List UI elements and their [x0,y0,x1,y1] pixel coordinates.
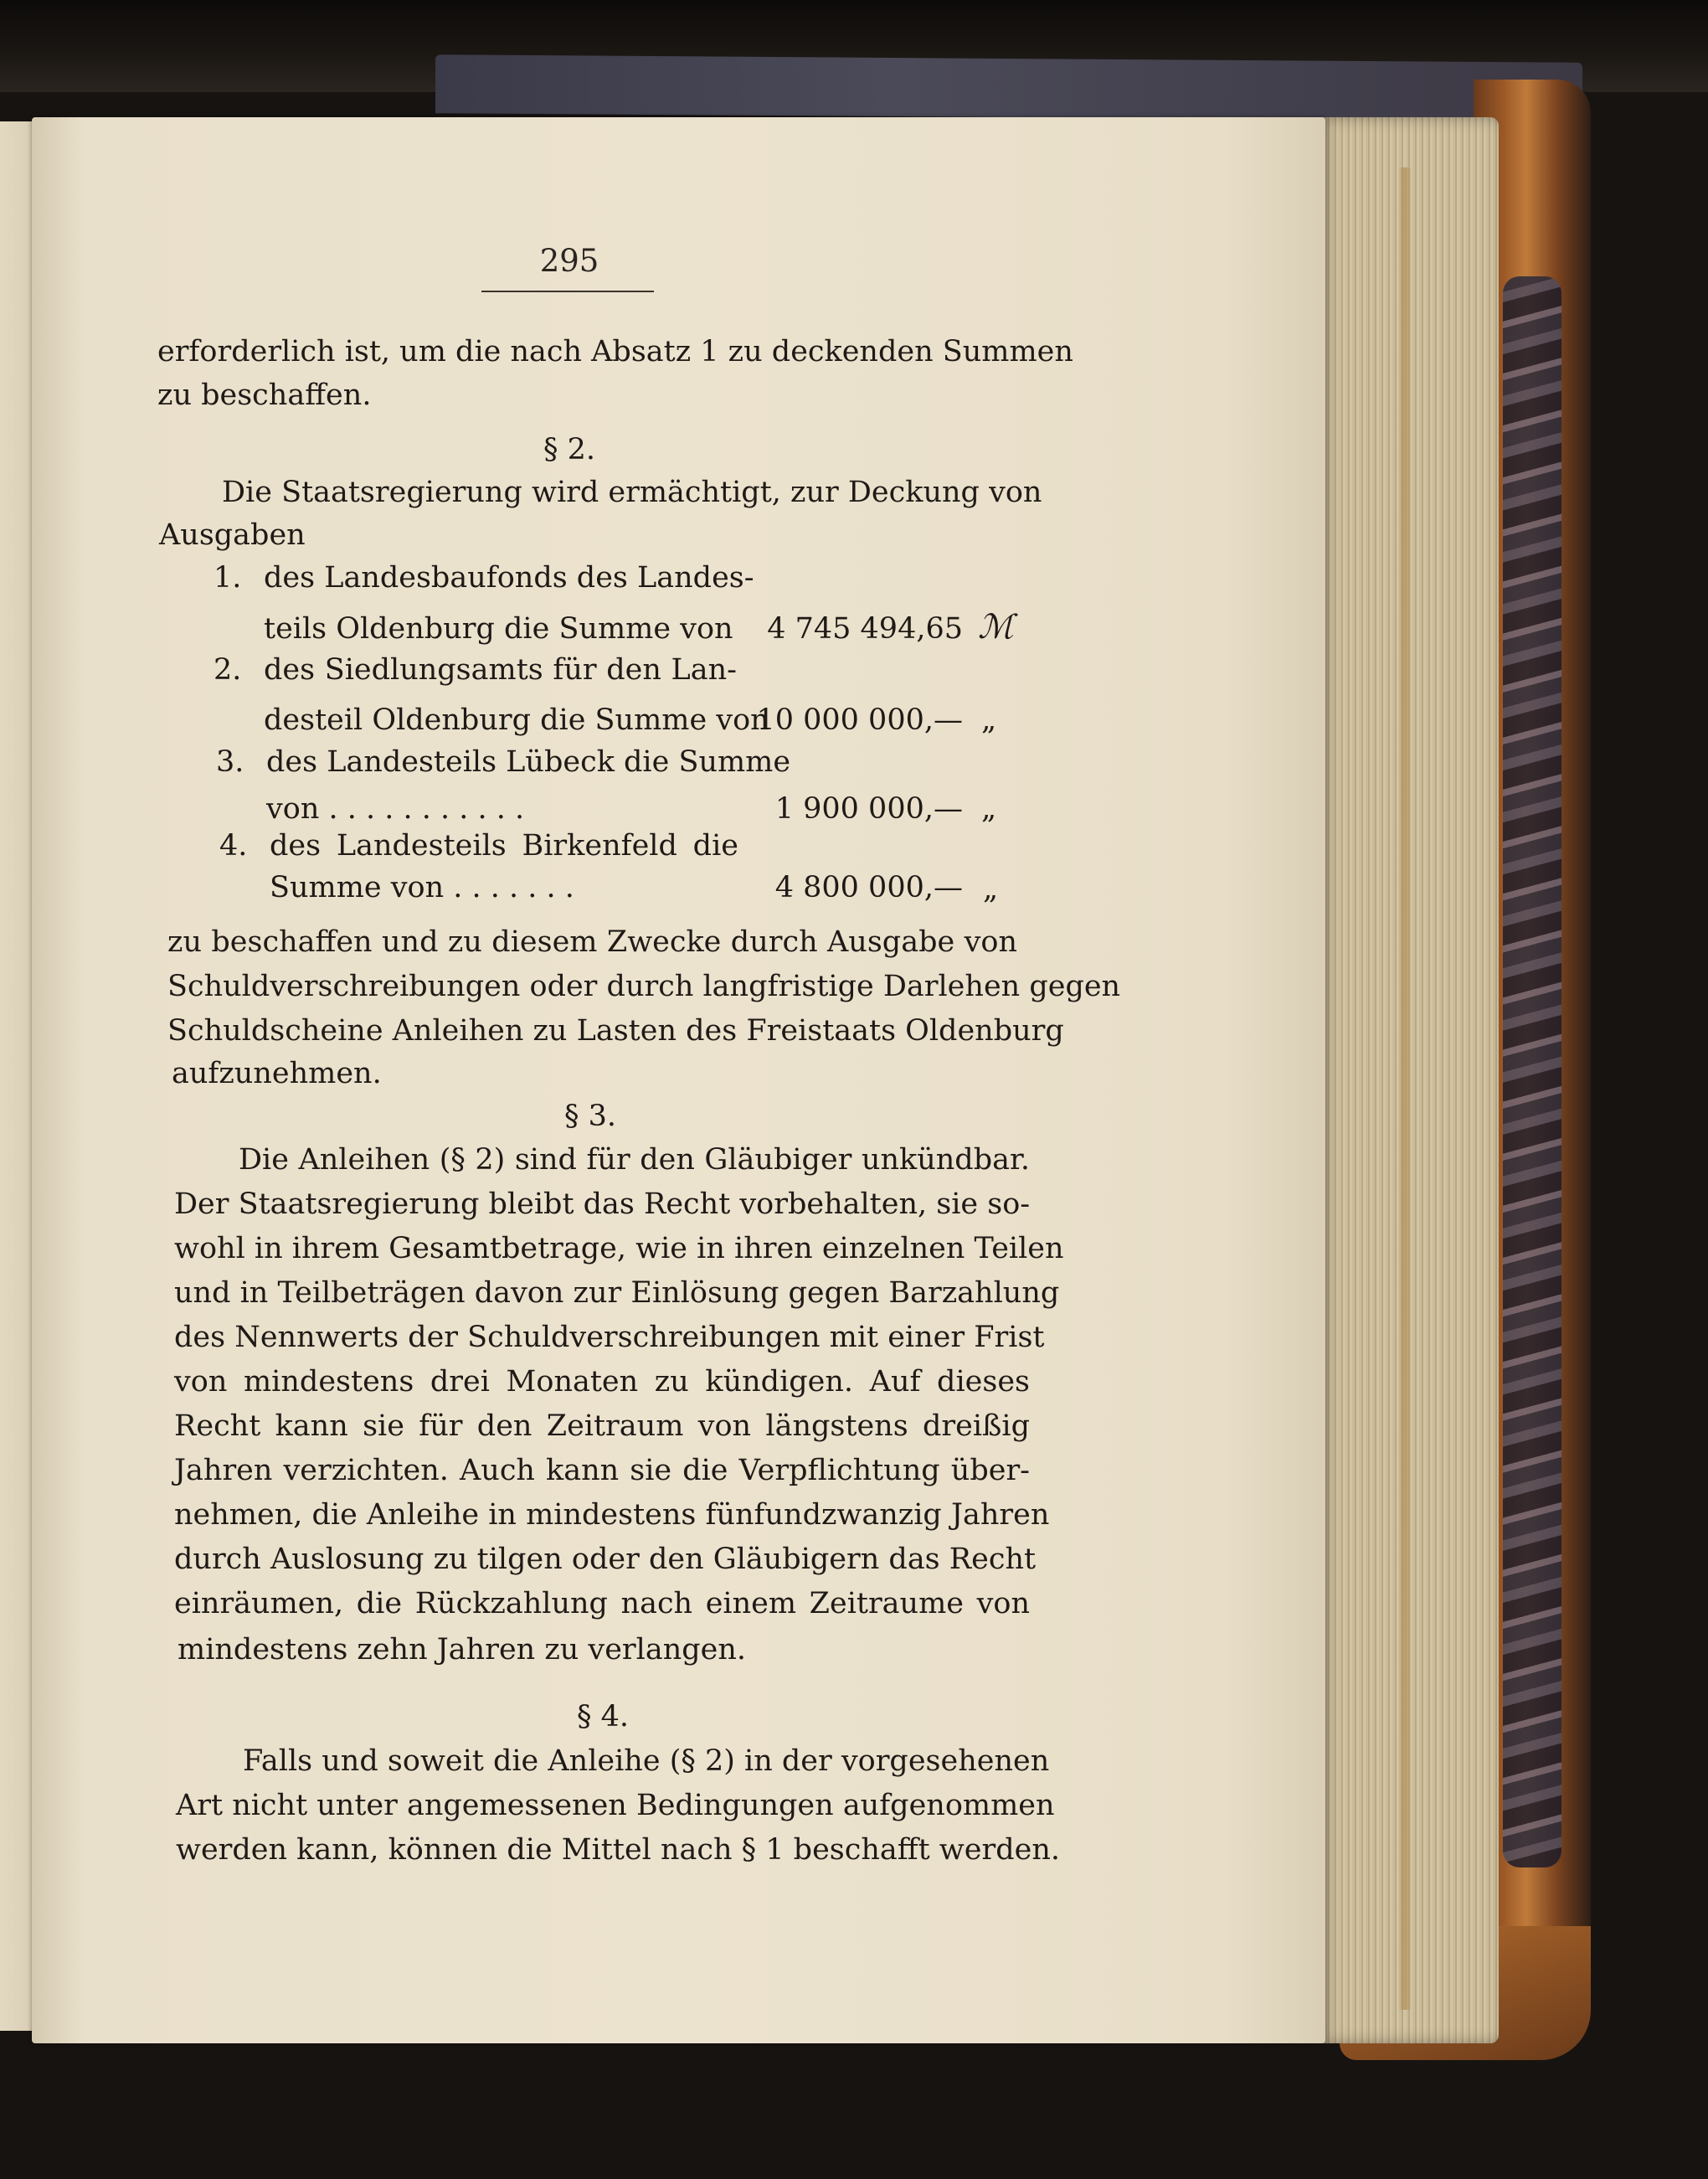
text-line: Art nicht unter angemessenen Bedingungen aufgenommen [176,1789,1055,1822]
text-line: Schuldscheine Anleihen zu Lasten des Freistaats Oldenburg [167,1014,1064,1048]
page-stack-edges [1319,117,1499,2043]
text-line: Jahren verzichten. Auch kann sie die Verpflichtung über- [174,1454,1030,1487]
text-line: Schuldverschreibungen oder durch langfristige Darlehen gegen [167,970,1121,1003]
text-line: des Nennwerts der Schuldverschreibungen mit einer Frist [174,1321,1045,1354]
item-amount: 4 745 494,65 [767,612,963,646]
ditto-mark: „ [983,873,999,906]
text-line: mindestens zehn Jahren zu verlangen. [177,1633,747,1666]
ditto-mark: „ [981,703,997,737]
text-line: durch Auslosung zu tilgen oder den Gläubigern das Recht [174,1543,1037,1576]
text-line: Die Anleihen (§ 2) sind für den Gläubiger unkündbar. [239,1143,1030,1177]
item-text: desteil Oldenburg die Summe von [264,703,769,737]
item-text: des Landesteils Lübeck die Summe [266,745,791,779]
text-line: erforderlich ist, um die nach Absatz 1 zu deckenden Summen [157,335,1073,368]
text-line: Falls und soweit die Anleihe (§ 2) in der vorgesehenen [243,1744,1050,1778]
text-line: einräumen, die Rückzahlung nach einem Zeitraume von [174,1587,1030,1620]
item-text: teils Oldenburg die Summe von [264,612,733,646]
item-amount: 4 800 000,— [774,871,963,904]
item-number: 4. [219,829,248,863]
text-line: Die Staatsregierung wird ermächtigt, zur Deckung von [222,476,1042,509]
text-line: zu beschaffen. [157,379,372,412]
currency-sign: ℳ [978,608,1014,646]
item-number: 2. [214,653,242,687]
text-line: Ausgaben [159,518,306,552]
text-line: von mindestens drei Monaten zu kündigen. Auf dieses [174,1365,1030,1399]
text-line: wohl in ihrem Gesamtbetrage, wie in ihren einzelnen Teilen [174,1232,1064,1265]
text-line: aufzunehmen. [172,1057,382,1090]
item-number: 1. [214,561,242,595]
text-line: Der Staatsregierung bleibt das Recht vorbehalten, sie so- [174,1187,1031,1221]
book-spine [435,54,1582,121]
text-line: zu beschaffen und zu diesem Zwecke durch Ausgabe von [167,925,1017,959]
text-line: werden kann, können die Mittel nach § 1 beschafft werden. [176,1833,1060,1867]
section-heading: § 2. [543,433,596,466]
item-text: des Siedlungsamts für den Lan- [264,653,737,687]
ditto-mark: „ [981,792,997,826]
item-text: Summe von . . . . . . . [270,871,574,904]
item-text: des Landesbaufonds des Landes- [264,561,754,595]
section-heading: § 4. [576,1700,630,1733]
page-number: 295 [539,243,599,279]
item-text: des Landesteils Birkenfeld die [270,829,738,863]
header-rule [481,291,654,292]
item-text: von . . . . . . . . . . . [266,792,525,826]
section-heading: § 3. [563,1100,617,1133]
text-line: Recht kann sie für den Zeitraum von längstens dreißig [174,1409,1030,1443]
item-number: 3. [216,745,244,779]
item-amount: 10 000 000,— [756,703,963,737]
cover-marbling [1503,276,1561,1867]
text-line: und in Teilbeträgen davon zur Einlösung gegen Barzahlung [174,1276,1060,1310]
text-line: nehmen, die Anleihe in mindestens fünfundzwanzig Jahren [174,1498,1050,1532]
item-amount: 1 900 000,— [774,792,963,826]
